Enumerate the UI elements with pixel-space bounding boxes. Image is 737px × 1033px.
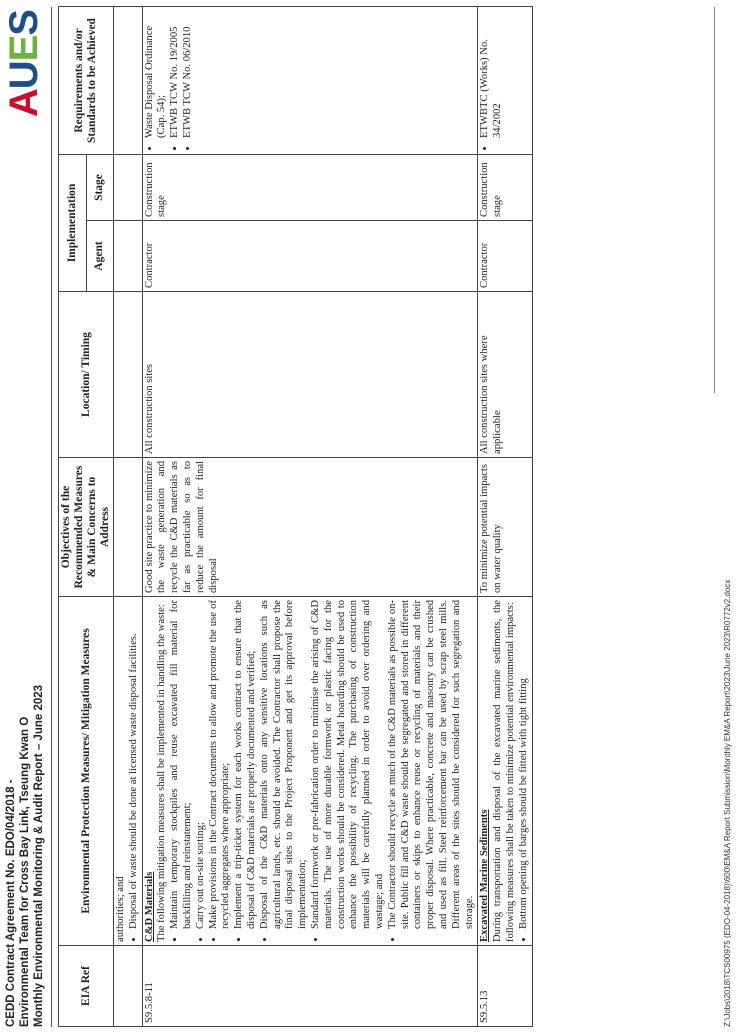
table-row: [478, 7, 532, 1027]
row2-title: Excavated Marine Sediments: [479, 809, 491, 942]
row1-stage: Construction stage: [142, 155, 478, 221]
col-objectives: Objectives of the Recommended Measures & Main Concerns to Address: [59, 458, 114, 597]
row1-bullet: • Standard formwork or pre-fabrication order to minimise the arising of C&D materials. The use of more durable formwork or plastic facing for the construction works should be considered. Metal hoarding should be used to enhance the possibility of recycling. The purchasing of construction materials will be carefully planned in order to avoid over ordering and wastage; and: [310, 600, 387, 929]
aues-logo: AUES: [2, 10, 46, 118]
table-row: [114, 7, 143, 1027]
row1-bullet: • Make provisions in the Contract documents to allow and promote the use of recycled aggregates where appropriate;: [208, 600, 234, 929]
row1-ref: S9.5.8-11: [142, 946, 478, 1027]
row0-text: authorities; and: [115, 876, 126, 942]
col-stage: Stage: [86, 155, 114, 221]
col-eia-ref: EIA Ref: [59, 946, 114, 1027]
file-path-footer: Z:\Jobs\2018\TCS00975 (EDO-04-2018)\600\EM&A Report Submission\Monthly EM&A Report\2023\June 2023\R0772v2.docx: [723, 579, 732, 1027]
col-requirements: Requirements and/or Standards to be Achieved: [59, 7, 114, 155]
row2-bullet: • Bottom opening of barges should be fitted with tight fitting: [518, 600, 531, 929]
row2-req: • ETWBTC (Works) No. 34/2002: [479, 10, 505, 138]
col-agent: Agent: [86, 221, 114, 292]
row2-ref: S9.5.13: [478, 946, 532, 1027]
row1-title: C&D Materials: [143, 871, 155, 942]
row1-agent: Contractor: [142, 221, 478, 292]
row1-bullet: • The Contractor should recycle as much of the C&D materials as possible on-site. Public fill and C&D waste should be segregated and stored in different containers or skips to enhance reuse or recycling of materials and their proper disposal. Where practicable, concrete and masonry can be crushed and used as fill. Steel reinforcement bar can be used by scrap steel mills. Different areas of the sites should be considered for such segregation and storage.: [387, 600, 477, 929]
row1-bullet: • Implement a trip-ticket system for each works contract to ensure that the disposal of C&D materials are properly documented and verified;: [233, 600, 259, 929]
row1-req: • ETWB TCW No. 06/2010: [182, 10, 195, 138]
mitigation-measures-table: [58, 6, 533, 1027]
row1-bullet: • Maintain temporary stockpiles and reuse excavated fill material for backfilling and reinstatement;: [169, 600, 195, 929]
row1-bullet: • Carry out on-site sorting;: [195, 600, 208, 929]
row0-bullet: • Disposal of waste should be done at licensed waste disposal facilities.: [128, 600, 141, 929]
col-location: Location/ Timing: [59, 292, 114, 458]
row1-objective: Good site practice to minimize the waste generation and recycle the C&D materials as far as practicable so as to reduce the amount for final disposal: [142, 458, 478, 597]
report-header: [4, 267, 46, 1027]
row1-req: • Waste Disposal Ordinance (Cap. 54);: [144, 10, 170, 138]
table-row: [142, 7, 478, 1027]
row2-objective: To minimize potential impacts on water quality: [478, 458, 532, 597]
header-report-line: Monthly Environmental Monitoring & Audit Report – June 2023: [33, 684, 45, 1027]
row2-intro: During transportation and disposal of the excavated marine sediments, the following measures shall be taken to minimize potential environmental impacts:: [492, 600, 516, 942]
header-divider: [51, 7, 52, 1027]
row1-location: All construction sites: [142, 292, 478, 458]
footer-divider: [714, 7, 715, 393]
col-implementation: Implementation: [59, 155, 87, 292]
header-team-line: Environmental Team for Cross Bay Link, Tseung Kwan O: [19, 716, 31, 1027]
row1-intro: The following mitigation measures shall be implemented in handling the waste:: [156, 604, 168, 942]
row2-stage: Construction stage: [478, 155, 532, 221]
row2-location: All construction sites where applicable: [478, 292, 532, 458]
row1-bullet: • Disposal of the C&D materials onto any sensitive locations such as agricultural lands, etc. should be avoided. The Contractor shall propose the final disposal sites to the Project Proponent and get its approval before implementation;: [259, 600, 310, 929]
col-measures: Environmental Protection Measures/ Mitigation Measures: [59, 597, 114, 946]
row2-agent: Contractor: [478, 221, 532, 292]
header-contract-line: CEDD Contract Agreement No. EDO/04/2018 -: [5, 779, 17, 1027]
row1-req: • ETWB TCW No. 19/2005: [169, 10, 182, 138]
